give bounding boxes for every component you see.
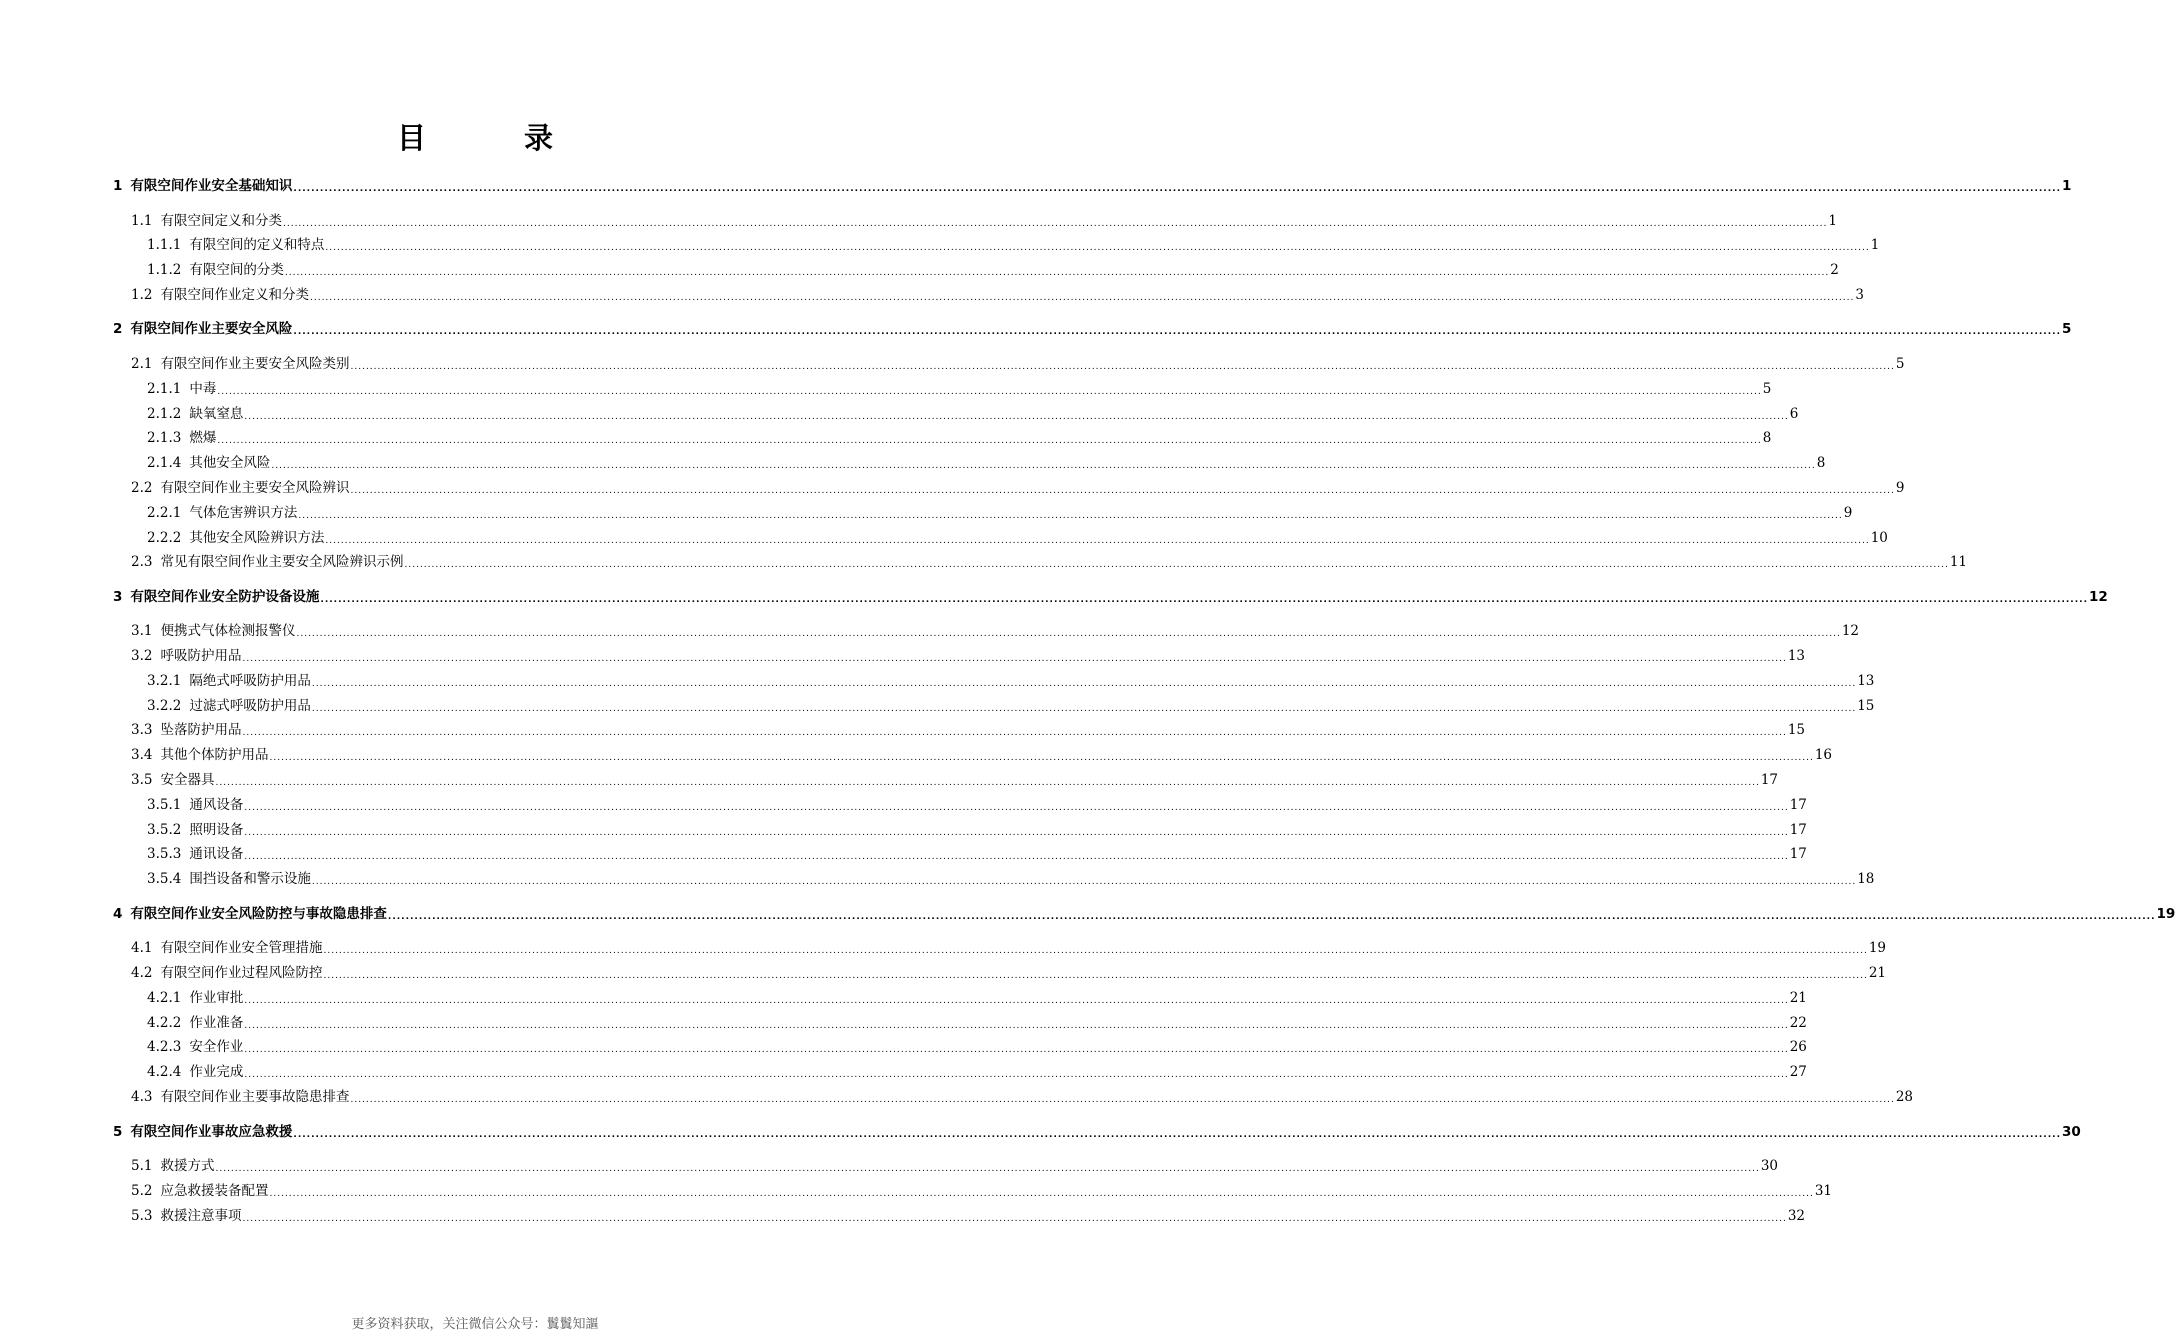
toc-entry-title: 围挡设备和警示设施 — [189, 871, 311, 887]
toc-leader-dots: ................................................................................................................................................................................................................................................................................................................................................................................................................ — [323, 946, 1868, 956]
toc-entry-number: 1.2 — [131, 287, 153, 303]
toc-entry-title: 常见有限空间作业主要安全风险辨识示例 — [160, 554, 404, 570]
toc-entry-title: 救援方式 — [160, 1158, 215, 1174]
toc-entry-page: 17 — [1760, 772, 1779, 788]
toc-entry[interactable] — [113, 319, 2072, 339]
toc-leader-dots: ................................................................................................................................................................................................................................................................................................................................................................................................................ — [320, 595, 2088, 605]
toc-leader-dots: ................................................................................................................................................................................................................................................................................................................................................................................................................ — [242, 728, 1787, 738]
toc-entry[interactable] — [113, 904, 2175, 924]
toc-entry-title: 安全作业 — [189, 1039, 244, 1055]
toc-entry[interactable] — [147, 988, 1807, 1008]
toc-entry-page: 1 — [2061, 178, 2072, 194]
toc-entry-page: 5 — [2061, 321, 2072, 337]
toc-entry[interactable] — [147, 1062, 1807, 1082]
toc-leader-dots: ................................................................................................................................................................................................................................................................................................................................................................................................................ — [325, 243, 1870, 253]
toc-entry[interactable] — [147, 379, 1772, 399]
toc-leader-dots: ................................................................................................................................................................................................................................................................................................................................................................................................................ — [244, 852, 1789, 862]
toc-entry-page: 17 — [1789, 822, 1807, 838]
toc-leader-dots: ................................................................................................................................................................................................................................................................................................................................................................................................................ — [217, 436, 1762, 446]
toc-leader-dots: ................................................................................................................................................................................................................................................................................................................................................................................................................ — [242, 1214, 1787, 1224]
toc-leader-dots: ................................................................................................................................................................................................................................................................................................................................................................................................................ — [244, 803, 1789, 813]
toc-entry-page: 12 — [2088, 589, 2108, 605]
toc-entry-number: 2 — [113, 321, 123, 337]
toc-entry-number: 3.1 — [131, 623, 153, 639]
toc-entry-page: 18 — [1857, 871, 1875, 887]
toc-entry[interactable] — [131, 963, 1887, 983]
toc-entry[interactable] — [131, 745, 1833, 765]
toc-entry[interactable] — [131, 1206, 1806, 1226]
toc-leader-dots: ................................................................................................................................................................................................................................................................................................................................................................................................................ — [242, 654, 1787, 664]
toc-entry-number: 2.2.2 — [147, 530, 182, 546]
toc-entry-page: 3 — [1855, 287, 1864, 303]
toc-leader-dots: ................................................................................................................................................................................................................................................................................................................................................................................................................ — [350, 486, 1895, 496]
toc-entry-title: 通讯设备 — [189, 846, 244, 862]
toc-leader-dots: ................................................................................................................................................................................................................................................................................................................................................................................................................ — [244, 1070, 1789, 1080]
toc-entry[interactable] — [113, 1122, 2081, 1142]
toc-entry-title: 作业完成 — [189, 1064, 244, 1080]
toc-leader-dots: ................................................................................................................................................................................................................................................................................................................................................................................................................ — [293, 1130, 2061, 1140]
toc-entry-page: 10 — [1870, 530, 1888, 546]
toc-entry-title: 应急救援装备配置 — [160, 1183, 269, 1199]
toc-entry-title: 有限空间作业定义和分类 — [160, 287, 309, 303]
toc-leader-dots: ................................................................................................................................................................................................................................................................................................................................................................................................................ — [244, 412, 1789, 422]
toc-entry-title: 缺氧窒息 — [189, 406, 244, 422]
toc-entry-page: 21 — [1868, 965, 1887, 981]
toc-entry[interactable] — [131, 1156, 1779, 1176]
toc-entry-title: 其他安全风险 — [189, 455, 271, 471]
toc-entry-title: 呼吸防护用品 — [160, 648, 242, 664]
toc-entry-number: 3.5 — [131, 772, 153, 788]
toc-entry-title: 有限空间作业安全风险防控与事故隐患排查 — [130, 906, 387, 922]
toc-entry[interactable] — [147, 696, 1875, 716]
page-footer: 更多资料获取，关注微信公众号：鬒鬒知謳 — [351, 1317, 599, 1332]
toc-entry-page: 26 — [1789, 1039, 1807, 1055]
toc-entry-number: 2.1.1 — [147, 381, 182, 397]
toc-leader-dots: ................................................................................................................................................................................................................................................................................................................................................................................................................ — [215, 778, 1760, 788]
toc-entry[interactable] — [131, 1087, 1914, 1107]
toc-entry-page: 13 — [1787, 648, 1806, 664]
toc-entry-number: 4.3 — [131, 1089, 153, 1105]
toc-entry-number: 2.3 — [131, 554, 153, 570]
toc-entry[interactable] — [147, 671, 1875, 691]
toc-entry-title: 其他安全风险辨识方法 — [189, 530, 325, 546]
toc-entry-page: 9 — [1843, 505, 1853, 521]
toc-entry-number: 3.2.1 — [147, 673, 182, 689]
toc-entry-title: 有限空间作业主要事故隐患排查 — [160, 1089, 350, 1105]
toc-entry-page: 1 — [1828, 213, 1837, 229]
toc-entry-title: 救援注意事项 — [160, 1208, 242, 1224]
toc-leader-dots: ................................................................................................................................................................................................................................................................................................................................................................................................................ — [215, 1164, 1760, 1174]
toc-entry-title: 中毒 — [189, 381, 217, 397]
toc-entry-page: 19 — [1868, 940, 1887, 956]
toc-entry-title: 有限空间作业主要安全风险 — [130, 321, 293, 337]
toc-entry-number: 5.2 — [131, 1183, 153, 1199]
toc-entry-number: 3.2 — [131, 648, 153, 664]
toc-entry-number: 4.1 — [131, 940, 153, 956]
toc-leader-dots: ................................................................................................................................................................................................................................................................................................................................................................................................................ — [350, 362, 1895, 372]
toc-entry-number: 4.2.1 — [147, 990, 182, 1006]
toc-entry-number: 2.1.3 — [147, 430, 182, 446]
toc-entry-page: 2 — [1830, 262, 1839, 278]
toc-entry-page: 11 — [1949, 554, 1968, 570]
toc-entry-number: 4.2.3 — [147, 1039, 182, 1055]
toc-entry-number: 4 — [113, 906, 123, 922]
toc-entry-number: 2.2 — [131, 480, 153, 496]
toc-leader-dots: ................................................................................................................................................................................................................................................................................................................................................................................................................ — [269, 1189, 1814, 1199]
toc-entry-page: 9 — [1895, 480, 1905, 496]
toc-entry-page: 12 — [1841, 623, 1860, 639]
toc-entry-number: 4.2.4 — [147, 1064, 182, 1080]
toc-leader-dots: ................................................................................................................................................................................................................................................................................................................................................................................................................ — [311, 877, 1857, 887]
toc-leader-dots: ................................................................................................................................................................................................................................................................................................................................................................................................................ — [309, 293, 1855, 303]
toc-entry-number: 5.1 — [131, 1158, 153, 1174]
toc-entry-number: 3.4 — [131, 747, 153, 763]
toc-leader-dots: ................................................................................................................................................................................................................................................................................................................................................................................................................ — [387, 912, 2156, 922]
toc-entry[interactable] — [131, 478, 1905, 498]
toc-entry-title: 其他个体防护用品 — [160, 747, 269, 763]
toc-leader-dots: ................................................................................................................................................................................................................................................................................................................................................................................................................ — [284, 268, 1830, 278]
toc-leader-dots: ................................................................................................................................................................................................................................................................................................................................................................................................................ — [269, 753, 1814, 763]
toc-entry[interactable] — [131, 354, 1905, 374]
toc-entry[interactable] — [113, 587, 2108, 607]
toc-entry[interactable] — [131, 285, 1864, 305]
page-title: 目 录 — [396, 121, 598, 155]
toc-entry-title: 便携式气体检测报警仪 — [160, 623, 296, 639]
toc-leader-dots: ................................................................................................................................................................................................................................................................................................................................................................................................................ — [217, 387, 1762, 397]
toc-entry-title: 有限空间作业事故应急救援 — [130, 1124, 293, 1140]
toc-entry[interactable] — [113, 176, 2072, 196]
toc-entry[interactable] — [131, 1181, 1833, 1201]
toc-entry-title: 有限空间作业主要安全风险辨识 — [160, 480, 350, 496]
toc-entry-page: 16 — [1814, 747, 1833, 763]
toc-entry-title: 过滤式呼吸防护用品 — [189, 698, 311, 714]
toc-entry-page: 21 — [1789, 990, 1807, 1006]
toc-leader-dots: ................................................................................................................................................................................................................................................................................................................................................................................................................ — [271, 461, 1816, 471]
toc-entry-number: 2.2.1 — [147, 505, 182, 521]
toc-entry-number: 1.1.1 — [147, 237, 182, 253]
toc-entry-page: 6 — [1789, 406, 1799, 422]
toc-leader-dots: ................................................................................................................................................................................................................................................................................................................................................................................................................ — [244, 1045, 1789, 1055]
toc-entry[interactable] — [131, 621, 1860, 641]
toc-entry-page: 30 — [2061, 1124, 2081, 1140]
toc-entry-number: 3.5.2 — [147, 822, 182, 838]
toc-entry-title: 气体危害辨识方法 — [189, 505, 298, 521]
toc-entry-title: 有限空间作业过程风险防控 — [160, 965, 323, 981]
toc-entry-page: 13 — [1857, 673, 1875, 689]
toc-entry-page: 17 — [1789, 797, 1807, 813]
toc-entry[interactable] — [147, 260, 1839, 280]
toc-entry-number: 2.1.4 — [147, 455, 182, 471]
toc-entry-page: 22 — [1789, 1015, 1807, 1031]
toc-entry-title: 有限空间的分类 — [189, 262, 284, 278]
toc-entry-number: 3 — [113, 589, 123, 605]
toc-entry-title: 燃爆 — [189, 430, 217, 446]
toc-entry[interactable] — [147, 1037, 1807, 1057]
toc-entry-number: 5 — [113, 1124, 123, 1140]
toc-entry-title: 有限空间定义和分类 — [160, 213, 282, 229]
toc-entry-page: 5 — [1762, 381, 1772, 397]
toc-entry-title: 通风设备 — [189, 797, 244, 813]
toc-leader-dots: ................................................................................................................................................................................................................................................................................................................................................................................................................ — [311, 679, 1857, 689]
toc-leader-dots: ................................................................................................................................................................................................................................................................................................................................................................................................................ — [404, 560, 1949, 570]
toc-entry[interactable] — [147, 235, 1880, 255]
toc-entry[interactable] — [147, 869, 1875, 889]
toc-entry[interactable] — [131, 211, 1837, 231]
toc-entry-page: 5 — [1895, 356, 1905, 372]
toc-entry-title: 安全器具 — [160, 772, 215, 788]
toc-entry-page: 15 — [1857, 698, 1875, 714]
toc-entry[interactable] — [131, 770, 1779, 790]
toc-entry-page: 30 — [1760, 1158, 1779, 1174]
toc-leader-dots: ................................................................................................................................................................................................................................................................................................................................................................................................................ — [244, 996, 1789, 1006]
toc-entry-number: 4.2.2 — [147, 1015, 182, 1031]
toc-entry[interactable] — [147, 844, 1807, 864]
toc-entry-title: 坠落防护用品 — [160, 722, 242, 738]
toc-entry-page: 17 — [1789, 846, 1807, 862]
toc-entry-title: 隔绝式呼吸防护用品 — [189, 673, 311, 689]
toc-leader-dots: ................................................................................................................................................................................................................................................................................................................................................................................................................ — [293, 327, 2061, 337]
toc-entry[interactable] — [147, 1013, 1807, 1033]
toc-entry-number: 2.1 — [131, 356, 153, 372]
toc-leader-dots: ................................................................................................................................................................................................................................................................................................................................................................................................................ — [325, 536, 1870, 546]
toc-entry-number: 3.2.2 — [147, 698, 182, 714]
toc-entry-number: 4.2 — [131, 965, 153, 981]
toc-entry-page: 1 — [1870, 237, 1880, 253]
toc-entry[interactable] — [131, 552, 1968, 572]
toc-entry-number: 3.5.4 — [147, 871, 182, 887]
toc-entry[interactable] — [147, 503, 1853, 523]
toc-entry-title: 作业准备 — [189, 1015, 244, 1031]
toc-entry-page: 8 — [1816, 455, 1826, 471]
toc-entry[interactable] — [147, 795, 1807, 815]
toc-entry-page: 8 — [1762, 430, 1772, 446]
toc-entry-page: 28 — [1895, 1089, 1914, 1105]
toc-entry-page: 19 — [2156, 906, 2175, 922]
toc-leader-dots: ................................................................................................................................................................................................................................................................................................................................................................................................................ — [282, 219, 1828, 229]
toc-leader-dots: ................................................................................................................................................................................................................................................................................................................................................................................................................ — [244, 828, 1789, 838]
toc-entry-title: 有限空间的定义和特点 — [189, 237, 325, 253]
toc-entry[interactable] — [147, 453, 1826, 473]
toc-entry-title: 有限空间作业安全基础知识 — [130, 178, 293, 194]
toc-entry-number: 3.3 — [131, 722, 153, 738]
toc-entry[interactable] — [147, 820, 1807, 840]
toc-entry[interactable] — [131, 720, 1806, 740]
toc-entry[interactable] — [147, 528, 1888, 548]
toc-entry-title: 有限空间作业安全管理措施 — [160, 940, 323, 956]
toc-leader-dots: ................................................................................................................................................................................................................................................................................................................................................................................................................ — [293, 184, 2061, 194]
toc-entry[interactable] — [131, 646, 1806, 666]
toc-entry[interactable] — [147, 404, 1799, 424]
toc-entry-number: 3.5.1 — [147, 797, 182, 813]
toc-leader-dots: ................................................................................................................................................................................................................................................................................................................................................................................................................ — [350, 1095, 1895, 1105]
toc-entry-page: 32 — [1787, 1208, 1806, 1224]
toc-entry-number: 3.5.3 — [147, 846, 182, 862]
toc-entry[interactable] — [131, 938, 1887, 958]
toc-entry-number: 1.1 — [131, 213, 153, 229]
toc-entry-title: 有限空间作业安全防护设备设施 — [130, 589, 320, 605]
toc-entry-title: 作业审批 — [189, 990, 244, 1006]
toc-entry-page: 15 — [1787, 722, 1806, 738]
toc-entry-page: 27 — [1789, 1064, 1807, 1080]
toc-leader-dots: ................................................................................................................................................................................................................................................................................................................................................................................................................ — [296, 629, 1841, 639]
toc-entry[interactable] — [147, 428, 1772, 448]
toc-leader-dots: ................................................................................................................................................................................................................................................................................................................................................................................................................ — [244, 1021, 1789, 1031]
toc-leader-dots: ................................................................................................................................................................................................................................................................................................................................................................................................................ — [323, 971, 1868, 981]
toc-entry-number: 1 — [113, 178, 123, 194]
toc-entry-title: 有限空间作业主要安全风险类别 — [160, 356, 350, 372]
toc-leader-dots: ................................................................................................................................................................................................................................................................................................................................................................................................................ — [298, 511, 1843, 521]
toc-entry-number: 2.1.2 — [147, 406, 182, 422]
toc-leader-dots: ................................................................................................................................................................................................................................................................................................................................................................................................................ — [311, 704, 1857, 714]
toc-entry-number: 1.1.2 — [147, 262, 182, 278]
toc-entry-page: 31 — [1814, 1183, 1833, 1199]
toc-entry-number: 5.3 — [131, 1208, 153, 1224]
toc-entry-title: 照明设备 — [189, 822, 244, 838]
